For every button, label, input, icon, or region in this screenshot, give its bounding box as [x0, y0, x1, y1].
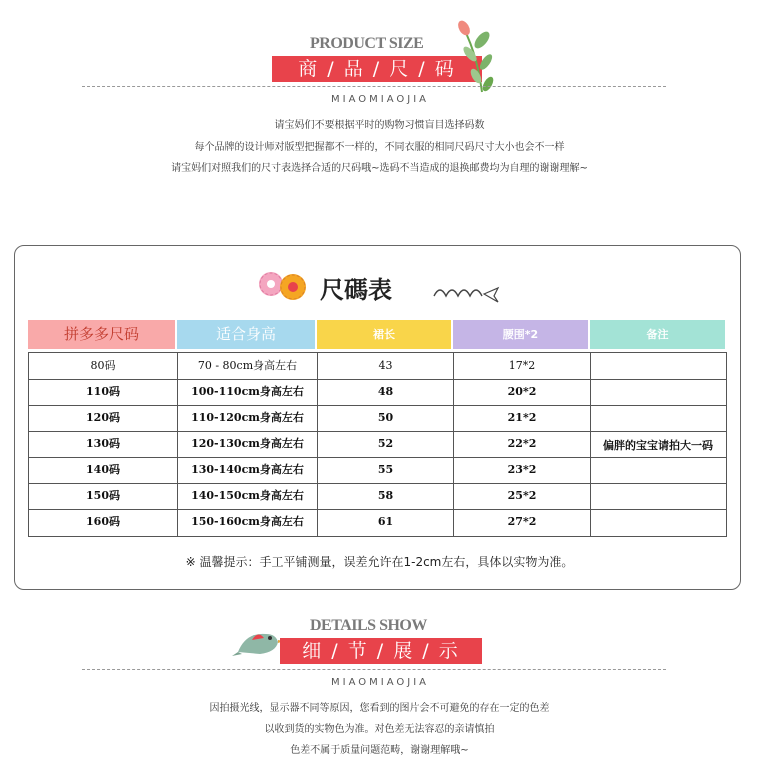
- column-divider: [317, 353, 318, 536]
- details-note-1: 因拍摄光线，显示器不同等原因，您看到的图片会不可避免的存在一定的色差: [209, 703, 550, 714]
- table-cell: 50: [377, 411, 394, 424]
- product-size-title: PRODUCT SIZE: [310, 35, 424, 52]
- details-note-3: 色差不属于质量问题范畴，谢谢理解哦~: [290, 745, 469, 756]
- table-cell: 110码: [86, 385, 120, 398]
- table-cell: 21*2: [507, 411, 537, 424]
- table-cell: 55: [377, 463, 394, 476]
- leaf-sprig-icon: [452, 18, 500, 96]
- table-cell: 140-150cm身高左右: [191, 489, 304, 502]
- table-cell: 100-110cm身高左右: [191, 385, 304, 398]
- table-cell: 61: [377, 515, 394, 528]
- details-show-title: DETAILS SHOW: [310, 617, 427, 634]
- size-chart-title: 尺碼表: [320, 275, 392, 304]
- table-cell: 140码: [86, 463, 120, 476]
- size-note-2: 每个品牌的设计师对版型把握都不一样的，不同衣服的相同尺码尺寸大小也会不一样: [194, 142, 565, 153]
- header-pdd-size: [28, 320, 175, 349]
- column-divider: [453, 353, 454, 536]
- table-cell: 120-130cm身高左右: [191, 437, 304, 450]
- table-cell: 130码: [86, 437, 120, 450]
- divider: [82, 669, 666, 670]
- swirl-icon: [430, 282, 502, 304]
- flower-icon: [255, 266, 315, 304]
- table-cell: 160码: [86, 515, 120, 528]
- brand-name: MIAOMIAOJIA: [331, 677, 429, 688]
- table-cell: 58: [377, 489, 394, 502]
- bird-icon: [232, 622, 284, 658]
- table-cell: 20*2: [507, 385, 537, 398]
- remark-cell: 偏胖的宝宝请拍大一码: [603, 438, 713, 452]
- header-remark: [590, 320, 725, 349]
- header-label: 备注: [646, 328, 669, 341]
- table-cell: 52: [377, 437, 394, 450]
- header-height: [177, 320, 315, 349]
- table-cell: 150-160cm身高左右: [191, 515, 304, 528]
- table-cell: 48: [377, 385, 394, 398]
- header-skirt-length: [317, 320, 451, 349]
- table-cell: 110-120cm身高左右: [191, 411, 304, 424]
- table-cell: 25*2: [507, 489, 537, 502]
- table-cell: 27*2: [507, 515, 537, 528]
- table-cell: 22*2: [507, 437, 537, 450]
- table-cell: 17*2: [508, 359, 536, 372]
- measurement-tip: ※ 温馨提示：手工平铺测量，误差允许在1-2cm左右，具体以实物为准。: [185, 555, 574, 569]
- size-note-3: 请宝妈们对照我们的尺寸表选择合适的尺码哦~选码不当造成的退换邮费均为自理的谢谢理解~: [171, 163, 588, 174]
- brand-name: MIAOMIAOJIA: [331, 94, 429, 105]
- divider: [82, 86, 666, 87]
- column-divider: [177, 353, 178, 536]
- table-cell: 70 - 80cm身高左右: [197, 359, 298, 372]
- details-show-cn-title: 细 / 节 / 展 / 示: [280, 638, 482, 664]
- header-label: 裙长: [373, 328, 395, 341]
- size-table: [28, 352, 727, 537]
- table-cell: 80码: [90, 359, 116, 372]
- product-size-cn-title: 商 / 品 / 尺 / 码: [272, 56, 482, 82]
- table-cell: 130-140cm身高左右: [191, 463, 304, 476]
- table-cell: 43: [378, 359, 393, 372]
- header-label: 腰围*2: [502, 328, 539, 341]
- header-waist: [453, 320, 588, 349]
- header-label: 拼多多尺码: [63, 325, 139, 343]
- details-note-2: 以收到货的实物色为准。对色差无法容忍的亲请慎拍: [264, 724, 495, 735]
- table-cell: 23*2: [507, 463, 537, 476]
- table-cell: 150码: [86, 489, 120, 502]
- size-note-1: 请宝妈们不要根据平时的购物习惯盲目选择码数: [274, 120, 485, 131]
- table-cell: 120码: [86, 411, 120, 424]
- header-label: 适合身高: [215, 325, 276, 343]
